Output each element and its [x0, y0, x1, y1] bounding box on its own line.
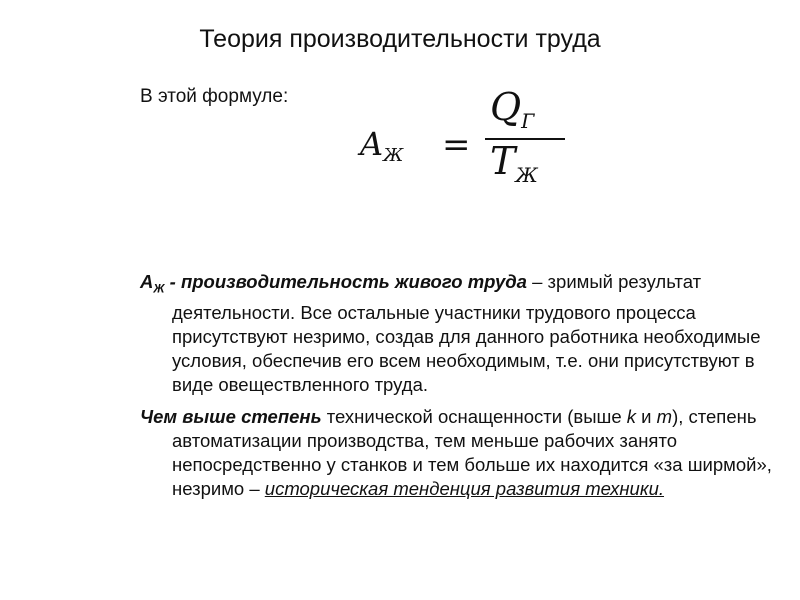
body-text [140, 270, 780, 509]
formula-lhs: $A_Ж$ [360, 125, 404, 166]
historical-tendency-link: историческая тенденция развития техники. [264, 477, 665, 499]
slide-title: Теория производительности труда [199, 25, 601, 53]
formula-denominator: $T_Ж$ [490, 139, 538, 187]
term-higher-degree: Чем выше степень [140, 405, 322, 427]
intro-text: В этой формуле: [140, 86, 289, 107]
formula-numerator: $Q_Г$ [490, 85, 535, 133]
paragraph-living-labor: $А_Ж$ - производительность живого труда – зримый результат деятельности. Все остальные участники трудового процесса присутствуют незримо, создав для данного работника необходимые условия, обеспечив его всем необходимым, т.е. они присутствуют в виде овеществленного труда. [140, 271, 761, 395]
term-living-labor: $А_Ж$ - производительность живого труда [140, 271, 527, 296]
formula-equals: = [442, 125, 471, 165]
paragraph-automation: Чем выше степень технической оснащенности (выше k и m), степень автоматизации производства, тем меньше рабочих занято непосредственно у станков и тем больше их находится «за ширмой», незримо – историческая тенденция развития техники. [140, 405, 772, 499]
